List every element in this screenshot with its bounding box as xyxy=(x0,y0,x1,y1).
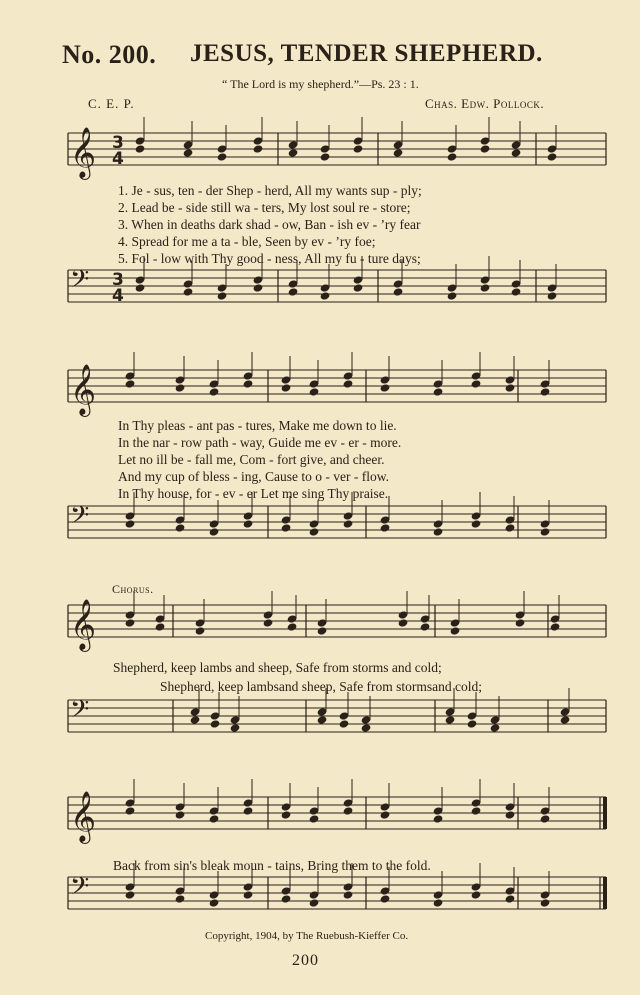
verse-3-line-1: 3. When in deaths dark shad - ow, Ban - ish ev - ’ry fear xyxy=(118,217,421,232)
note-head xyxy=(183,287,194,296)
note-head xyxy=(155,622,166,631)
note-head xyxy=(175,523,186,532)
note-head xyxy=(309,527,320,536)
note-head xyxy=(380,894,391,903)
note-head xyxy=(309,898,320,907)
chorus-label: Chorus. xyxy=(112,582,154,596)
note-head xyxy=(480,283,491,292)
note-head xyxy=(217,291,228,300)
note-head xyxy=(380,523,391,532)
note-head xyxy=(175,810,186,819)
note-head xyxy=(511,148,522,157)
note-head xyxy=(398,618,409,627)
chorus-bass-lyrics: Shepherd, keep lambsand sheep, Safe from stormsand cold; xyxy=(160,679,483,694)
note-head xyxy=(209,898,220,907)
note-head xyxy=(125,890,136,899)
page-number: 200 xyxy=(292,952,319,969)
note-head xyxy=(343,890,354,899)
note-head xyxy=(560,715,571,724)
verse-2-line-1: 2. Lead be - side still wa - ters, My lost soul re - store; xyxy=(118,200,411,215)
time-signature: 4 xyxy=(112,149,124,169)
note-head xyxy=(288,148,299,157)
note-head xyxy=(281,523,292,532)
note-head xyxy=(309,387,320,396)
note-head xyxy=(450,626,461,635)
treble-clef-icon: 𝄞 xyxy=(70,364,97,415)
note-head xyxy=(393,287,404,296)
note-head xyxy=(183,148,194,157)
note-head xyxy=(445,715,456,724)
note-head xyxy=(317,715,328,724)
note-head xyxy=(125,618,136,627)
note-head xyxy=(550,622,561,631)
note-head xyxy=(343,519,354,528)
note-head xyxy=(540,814,551,823)
note-head xyxy=(361,723,372,732)
note-head xyxy=(317,626,328,635)
staff xyxy=(68,599,606,652)
note-head xyxy=(343,379,354,388)
note-head xyxy=(135,283,146,292)
note-head xyxy=(125,379,136,388)
time-signature: 3 xyxy=(112,270,124,290)
note-head xyxy=(190,715,201,724)
note-head xyxy=(320,152,331,161)
note-head xyxy=(287,622,298,631)
staff xyxy=(68,872,606,909)
hymn-title: JESUS, TENDER SHEPHERD. xyxy=(190,40,543,67)
staff xyxy=(68,501,606,538)
note-head xyxy=(125,519,136,528)
treble-clef-icon: 𝄞 xyxy=(70,599,97,650)
note-head xyxy=(230,723,241,732)
note-head xyxy=(339,719,350,728)
note-head xyxy=(309,814,320,823)
note-head xyxy=(343,806,354,815)
note-head xyxy=(353,283,364,292)
note-head xyxy=(505,523,516,532)
note-head xyxy=(420,622,431,631)
bass-clef-icon: 𝄢 xyxy=(70,872,90,907)
note-head xyxy=(540,898,551,907)
staff xyxy=(68,364,606,417)
note-head xyxy=(209,527,220,536)
verse-2-line-2: In the nar - row path - way, Guide me ev - er - more. xyxy=(118,435,402,450)
verse-3-line-2: Let no ill be - fall me, Com - fort give, and cheer. xyxy=(118,452,385,467)
note-head xyxy=(125,806,136,815)
note-head xyxy=(253,283,264,292)
note-head xyxy=(209,814,220,823)
note-head xyxy=(515,618,526,627)
verse-1-line-1: 1. Je - sus, ten - der Shep - herd, All my wants sup - ply; xyxy=(118,183,422,198)
composer-name: Chas. Edw. Pollock. xyxy=(425,96,545,111)
note-head xyxy=(217,152,228,161)
note-head xyxy=(547,152,558,161)
verse-5-line-2: In Thy house, for - ev - er Let me sing Thy praise. xyxy=(118,486,389,501)
note-head xyxy=(511,287,522,296)
note-head xyxy=(505,383,516,392)
staff xyxy=(68,791,606,844)
note-head xyxy=(505,810,516,819)
note-head xyxy=(281,810,292,819)
note-head xyxy=(210,719,221,728)
note-head xyxy=(467,719,478,728)
note-head xyxy=(288,287,299,296)
verse-5-line-1: 5. Fol - low with Thy good - ness, All my fu - ture days; xyxy=(118,251,421,266)
copyright-notice: Copyright, 1904, by The Ruebush-Kieffer Co. xyxy=(205,930,409,942)
chorus-treble-lyrics: Shepherd, keep lambs and sheep, Safe from storms and cold; xyxy=(113,660,442,675)
bass-clef-icon: 𝄢 xyxy=(70,695,90,730)
lyricist-initials: C. E. P. xyxy=(88,96,135,111)
note-head xyxy=(547,291,558,300)
note-head xyxy=(135,144,146,153)
note-head xyxy=(393,148,404,157)
note-head xyxy=(281,383,292,392)
verse-4-line-2: And my cup of bless - ing, Cause to o - ver - flow. xyxy=(118,469,389,484)
note-head xyxy=(505,894,516,903)
note-head xyxy=(380,810,391,819)
note-head xyxy=(253,144,264,153)
staff xyxy=(68,695,606,732)
note-head xyxy=(243,890,254,899)
note-head xyxy=(540,527,551,536)
note-head xyxy=(447,291,458,300)
note-head xyxy=(490,723,501,732)
note-head xyxy=(433,527,444,536)
verse-1-line-2: In Thy pleas - ant pas - tures, Make me down to lie. xyxy=(118,418,397,433)
note-head xyxy=(175,383,186,392)
bass-clef-icon: 𝄢 xyxy=(70,501,90,536)
note-head xyxy=(320,291,331,300)
verse-4-line-1: 4. Spread for me a ta - ble, Seen by ev - ’ry foe; xyxy=(118,234,376,249)
note-head xyxy=(243,379,254,388)
time-signature: 3 xyxy=(112,133,124,153)
note-head xyxy=(433,387,444,396)
scripture-reference: “ The Lord is my shepherd.”—Ps. 23 : 1. xyxy=(222,77,419,91)
note-head xyxy=(471,806,482,815)
note-head xyxy=(353,144,364,153)
final-line-lyrics: Back from sin's bleak moun - tains, Bring them to the fold. xyxy=(113,858,431,873)
note-head xyxy=(471,379,482,388)
note-head xyxy=(447,152,458,161)
staff xyxy=(68,127,606,180)
bass-clef-icon: 𝄢 xyxy=(70,265,90,300)
time-signature: 4 xyxy=(112,286,124,306)
note-head xyxy=(195,626,206,635)
staff xyxy=(68,265,606,302)
note-head xyxy=(480,144,491,153)
note-head xyxy=(243,519,254,528)
note-head xyxy=(540,387,551,396)
treble-clef-icon: 𝄞 xyxy=(70,791,97,842)
note-head xyxy=(281,894,292,903)
note-head xyxy=(380,383,391,392)
note-head xyxy=(471,890,482,899)
note-head xyxy=(175,894,186,903)
note-head xyxy=(243,806,254,815)
hymn-number: No. 200. xyxy=(62,40,157,69)
note-head xyxy=(209,387,220,396)
note-head xyxy=(471,519,482,528)
note-head xyxy=(433,814,444,823)
note-head xyxy=(263,618,274,627)
note-head xyxy=(433,898,444,907)
treble-clef-icon: 𝄞 xyxy=(70,127,97,178)
